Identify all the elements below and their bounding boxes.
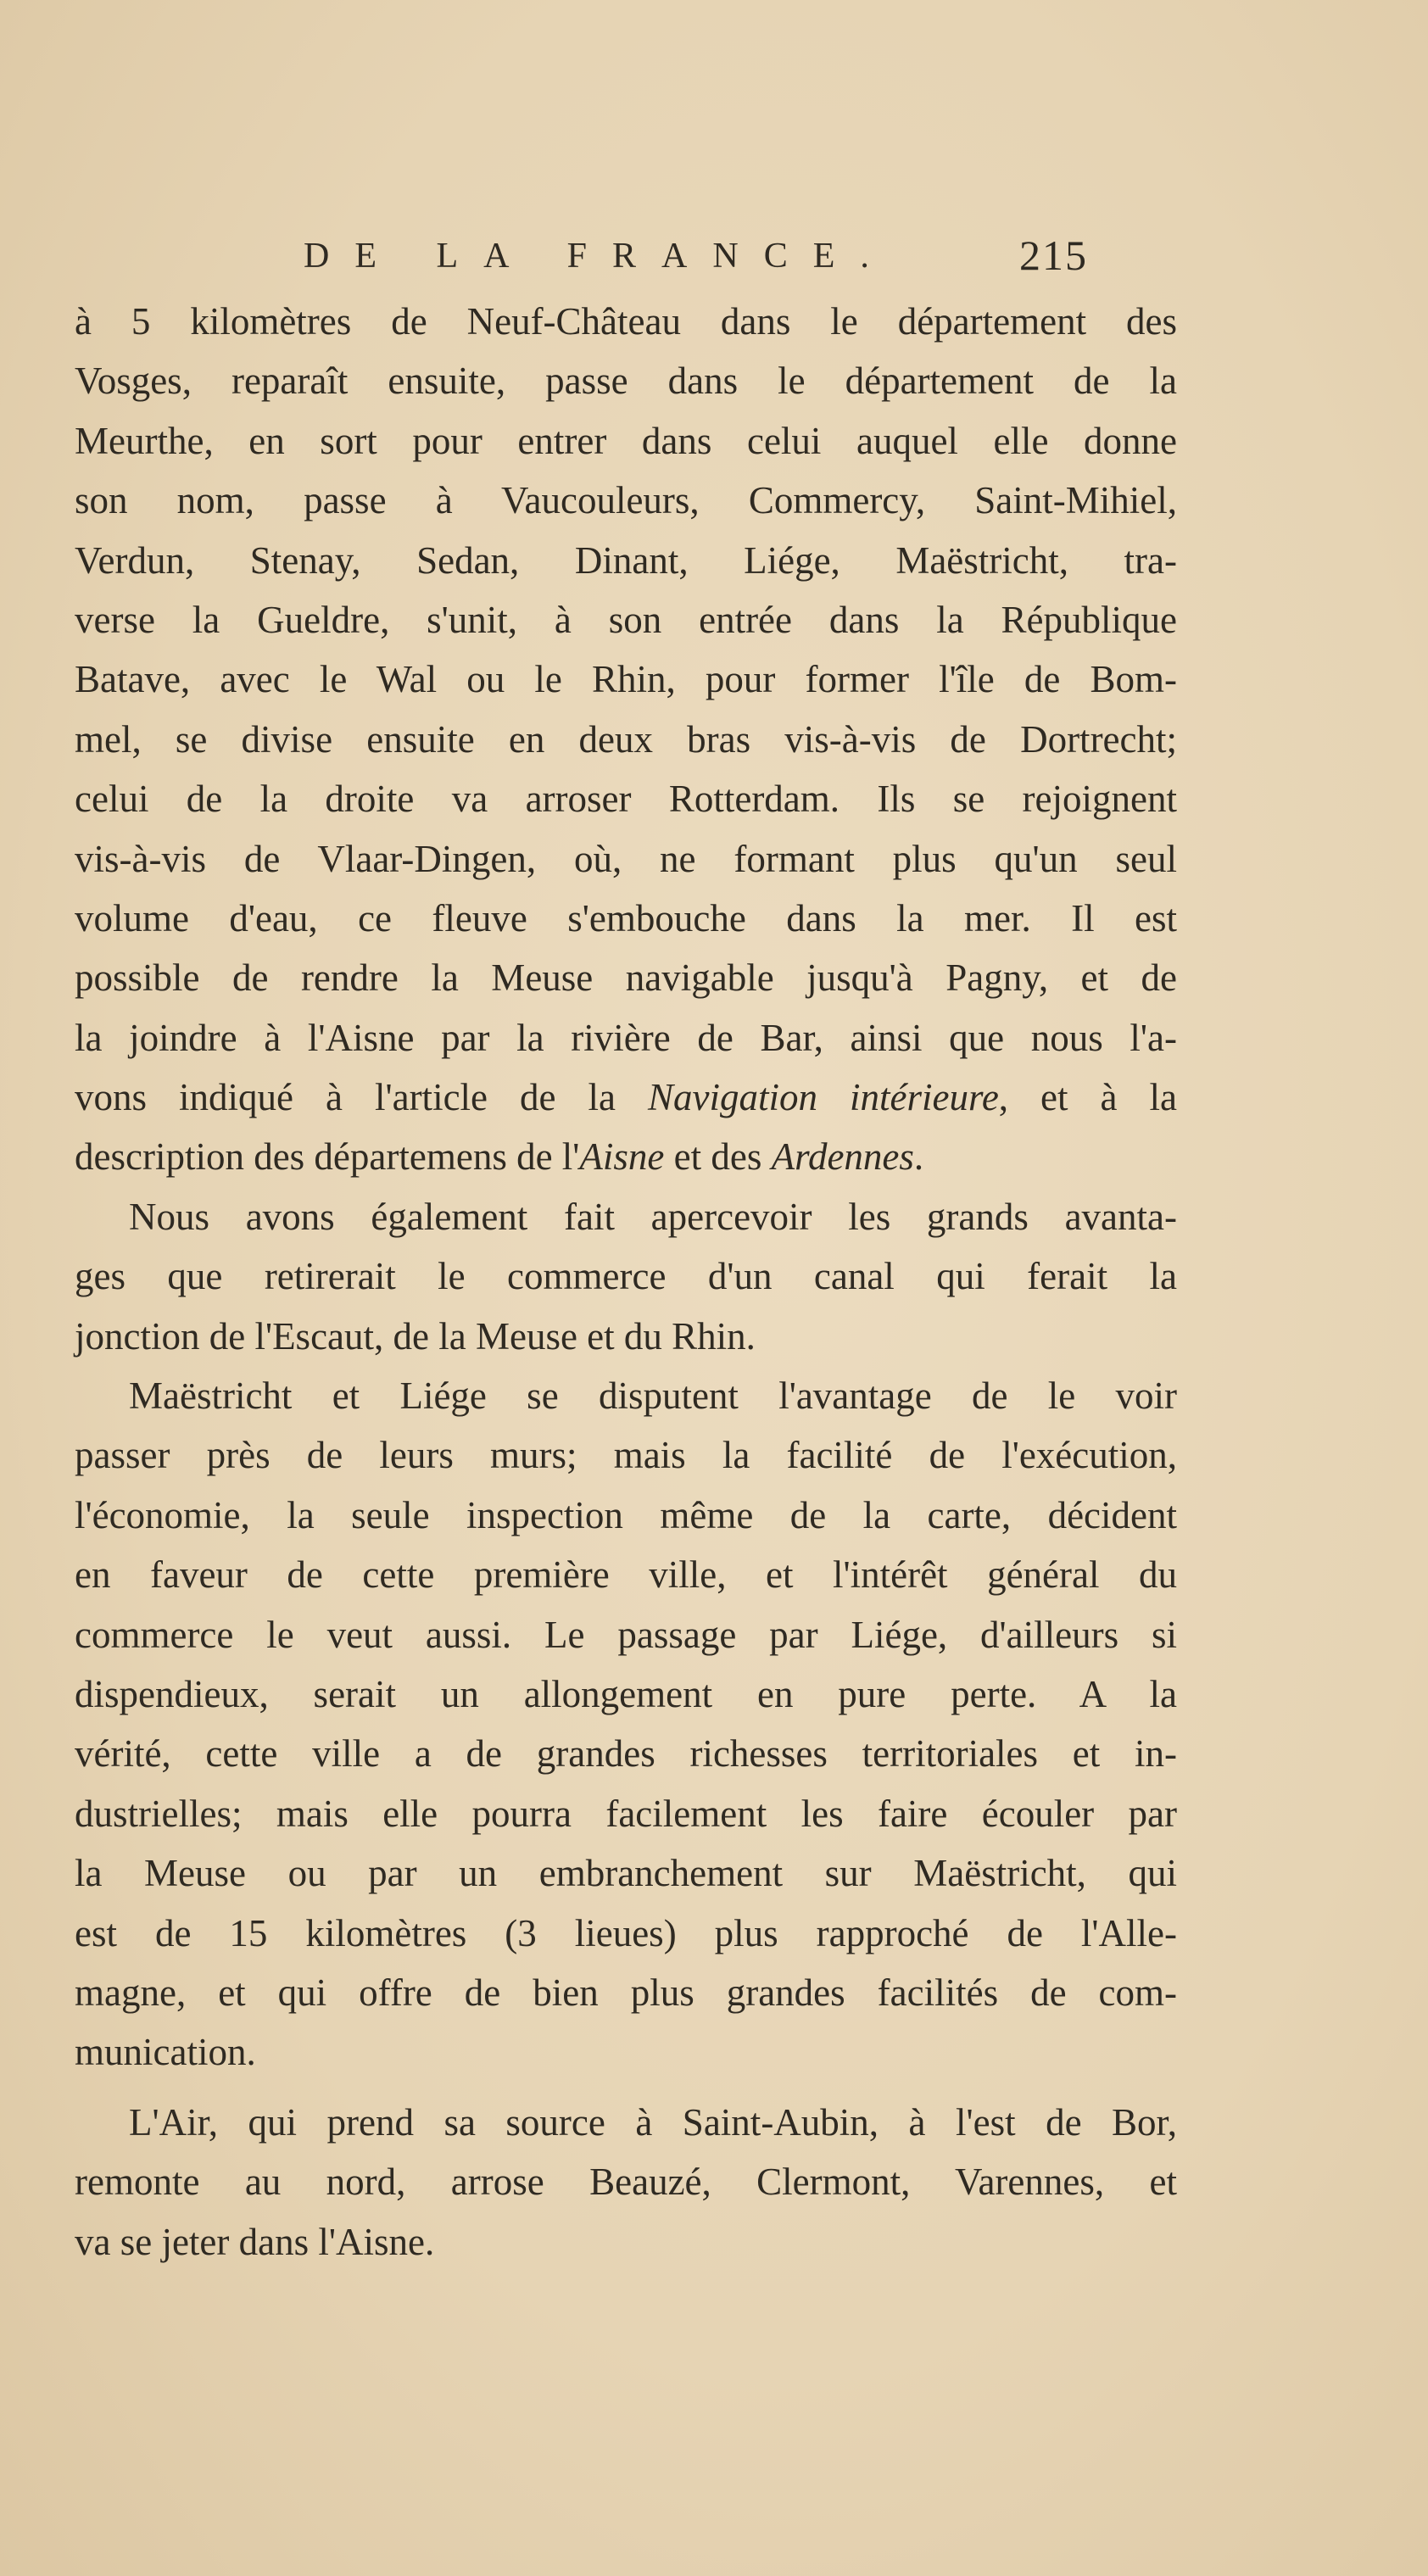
text-run: description des départemens de l' <box>75 1135 580 1179</box>
text-line: celui de la droite va arroser Rotterdam. Ils se rejoignent <box>75 778 1177 821</box>
text-line: vérité, cette ville a de grandes richesses territoriales et in- <box>75 1732 1177 1776</box>
text-line: passer près de leurs murs; mais la facilité de l'exécution, <box>75 1434 1177 1477</box>
text-line: est de 15 kilomètres (3 lieues) plus rapproché de l'Alle- <box>75 1911 1177 1954</box>
text-line: Meurthe, en sort pour entrer dans celui auquel elle donne <box>75 419 1177 462</box>
text-line: la joindre à l'Aisne par la rivière de Bar, ainsi que nous l'a- <box>75 1016 1177 1059</box>
text-line: à 5 kilomètres de Neuf-Château dans le département des <box>75 300 1177 343</box>
text-line: possible de rendre la Meuse navigable jusqu'à Pagny, et de <box>75 956 1177 1000</box>
text-line: la Meuse ou par un embranchement sur Maëstricht, qui <box>75 1852 1177 1895</box>
italic-term-navigation: Navigation intérieure <box>648 1076 999 1119</box>
text-line: va se jeter dans l'Aisne. <box>75 2220 435 2263</box>
text-line: l'économie, la seule inspection même de la carte, décident <box>75 1493 1177 1536</box>
text-line <box>75 1068 1177 1127</box>
text-line: ges que retirerait le commerce d'un canal qui ferait la <box>75 1255 1177 1298</box>
text-line: Verdun, Stenay, Sedan, Dinant, Liége, Maëstricht, tra- <box>75 538 1177 582</box>
text-line: son nom, passe à Vaucouleurs, Commercy, Saint-Mihiel, <box>75 479 1177 522</box>
text-line: dispendieux, serait un allongement en pure perte. A la <box>75 1672 1177 1715</box>
paragraph-start-line: Maëstricht et Liége se disputent l'avantage de le voir <box>129 1374 1177 1418</box>
text-line: vis-à-vis de Vlaar-Dingen, où, ne formant plus qu'un seul <box>75 837 1177 880</box>
running-head: DE LA FRANCE. <box>304 237 895 276</box>
text-run: . <box>913 1135 924 1179</box>
text-line: commerce le veut aussi. Le passage par Liége, d'ailleurs si <box>75 1613 1177 1656</box>
text-run: et des <box>664 1135 772 1179</box>
text-line: Vosges, reparaît ensuite, passe dans le département de la <box>75 360 1177 403</box>
text-line <box>75 1127 1177 1186</box>
text-line: mel, se divise ensuite en deux bras vis-à-vis de Dortrecht; <box>75 717 1177 761</box>
text-line: munication. <box>75 2031 256 2074</box>
italic-term-ardennes: Ardennes <box>771 1135 914 1179</box>
text-line: jonction de l'Escaut, de la Meuse et du Rhin. <box>75 1314 756 1358</box>
text-line: magne, et qui offre de bien plus grandes facilités de com- <box>75 1971 1177 2014</box>
text-line: verse la Gueldre, s'unit, à son entrée dans la République <box>75 598 1177 641</box>
text-run: vons indiqué à l'article de la <box>75 1076 648 1119</box>
paragraph-start-line: L'Air, qui prend sa source à Saint-Aubin, à l'est de Bor, <box>129 2100 1177 2144</box>
text-line: volume d'eau, ce fleuve s'embouche dans la mer. Il est <box>75 896 1177 940</box>
italic-term-aisne: Aisne <box>579 1135 665 1179</box>
paragraph-start-line: Nous avons également fait apercevoir les grands avanta- <box>129 1195 1177 1238</box>
text-run: , et à la <box>998 1076 1177 1119</box>
text-line: en faveur de cette première ville, et l'intérêt général du <box>75 1553 1177 1597</box>
text-line: dustrielles; mais elle pourra facilement les faire écouler par <box>75 1792 1177 1835</box>
page-number: 215 <box>1019 231 1088 279</box>
page-header <box>0 231 1428 287</box>
text-line: remonte au nord, arrose Beauzé, Clermont, Varennes, et <box>75 2161 1177 2204</box>
text-line: Batave, avec le Wal ou le Rhin, pour former l'île de Bom- <box>75 658 1177 701</box>
body-text <box>75 292 1177 2272</box>
